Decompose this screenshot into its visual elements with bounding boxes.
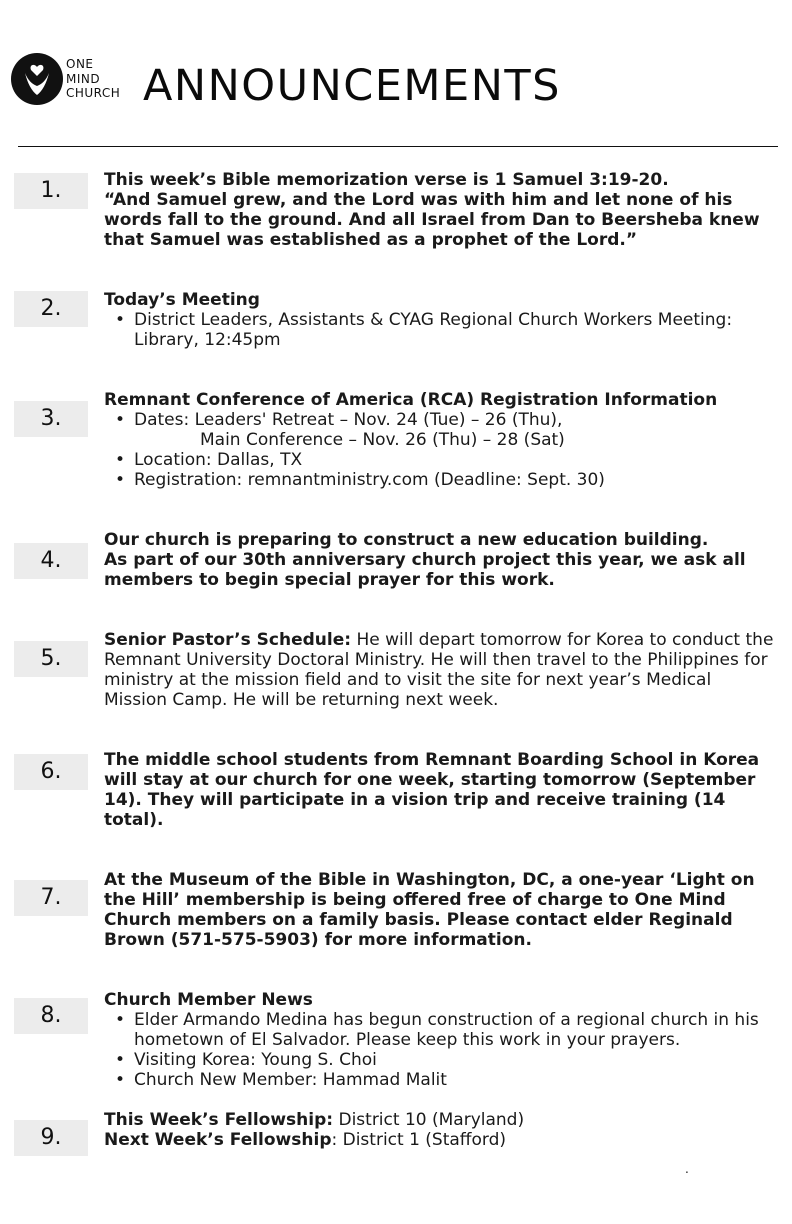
verse-text: “And Samuel grew, and the Lord was with him and let none of his words fall to the ground. And all Israel from Dan to Beersheba knew that Samuel was established as a prophet of the Lord.” [104,190,760,250]
item-body: At the Museum of the Bible in Washington, DC, a one-year ‘Light on the Hill’ membership is being offered free of charge to One Mind Church members on a family basis. Please contact elder Reginald Brown (571-575-5903) for more information. [104,870,755,950]
item-heading: Senior Pastor’s Schedule: [104,630,352,650]
header-divider [18,146,778,147]
item-number: 3. [14,401,88,437]
bullet-item: • Dates: Leaders' Retreat – Nov. 24 (Tue) – 26 (Thu), [104,410,774,430]
verse-reference: This week’s Bible memorization verse is 1 Samuel 3:19-20. [104,170,669,190]
item-number: 2. [14,291,88,327]
bullet-item: • Elder Armando Medina has begun construction of a regional church in his hometown of El Salvador. Please keep this work in your prayers. [104,1010,774,1050]
item-heading: Remnant Conference of America (RCA) Registration Information [104,390,718,410]
announcement-2 [104,290,774,350]
bullet-item: • Church New Member: Hammad Malit [104,1070,774,1090]
announcement-3 [104,390,774,490]
item-number: 6. [14,754,88,790]
item-heading: Today’s Meeting [104,290,260,310]
bullet-continuation: Main Conference – Nov. 26 (Thu) – 28 (Sat) [200,430,565,450]
bullet-item: • Registration: remnantministry.com (Deadline: Sept. 30) [104,470,774,490]
page-title: ANNOUNCEMENTS [143,61,561,111]
item-number: 1. [14,173,88,209]
logo-line: MIND [66,71,101,86]
footer-mark: . [685,1162,689,1176]
bullet-item: • Visiting Korea: Young S. Choi [104,1050,774,1070]
fellowship-label: This Week’s Fellowship: [104,1110,334,1130]
logo-line: ONE [66,57,94,71]
item-number: 8. [14,998,88,1034]
fellowship-value: : District 1 (Stafford) [331,1130,507,1150]
item-number: 5. [14,641,88,677]
announcement-6 [104,750,774,830]
announcement-9 [104,1110,774,1150]
fellowship-label: Next Week’s Fellowship [104,1130,332,1150]
item-line: Our church is preparing to construct a new education building. [104,530,709,550]
item-heading: Church Member News [104,990,313,1010]
announcement-5 [104,630,774,710]
logo-wordmark [66,57,120,101]
announcement-4 [104,530,774,590]
item-number: 4. [14,543,88,579]
announcement-7 [104,870,774,950]
fellowship-value: District 10 (Maryland) [333,1110,525,1130]
item-line: As part of our 30th anniversary church project this year, we ask all members to begin special prayer for this work. [104,550,746,590]
announcement-1 [104,170,774,250]
logo-line: CHURCH [66,86,121,100]
item-number: 9. [14,1120,88,1156]
item-body: The middle school students from Remnant Boarding School in Korea will stay at our church for one week, starting tomorrow (September 14). They will participate in a vision trip and receive training (14 total). [104,750,760,830]
church-logo-icon [11,53,63,105]
bullet-item: • Location: Dallas, TX [104,450,774,470]
announcement-8 [104,990,774,1090]
item-number: 7. [14,880,88,916]
bullet-item: • District Leaders, Assistants & CYAG Regional Church Workers Meeting: Library, 12:45pm [104,310,774,350]
item-body: He will depart tomorrow for Korea to conduct the Remnant University Doctoral Ministry. He will then travel to the Philippines for ministry at the mission field and to visit the site for next year’s Medical Mission Camp. He will be returning next week. [104,630,774,710]
